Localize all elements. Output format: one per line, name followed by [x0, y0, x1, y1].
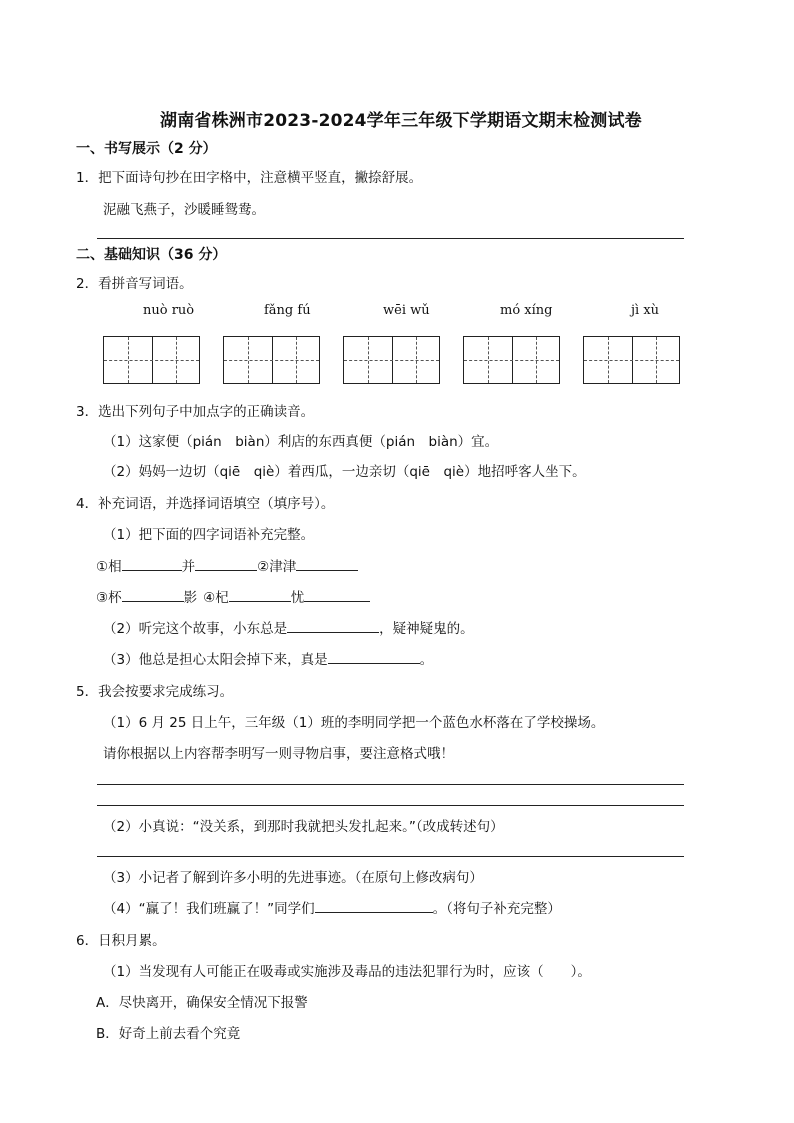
question-5: 5．我会按要求完成练习。 — [76, 684, 234, 700]
question-3: 3．选出下列句子中加点字的正确读音。 — [76, 404, 315, 420]
question-3-sentence-1: （1）这家便（pián biàn）利店的东西真便（pián biàn）宜。 — [103, 434, 499, 450]
pinyin-1: nuò ruò — [143, 303, 195, 318]
tian-grid-4[interactable] — [463, 336, 560, 384]
answer-line[interactable] — [97, 784, 684, 785]
idiom-1-blank-2[interactable] — [195, 556, 257, 571]
pinyin-4: mó xíng — [500, 303, 553, 318]
question-1-poem: 泥融飞燕子，沙暖睡鸳鸯。 — [103, 202, 265, 218]
tian-grid-5[interactable] — [583, 336, 680, 384]
idiom-row-2 — [96, 586, 370, 606]
idiom-4-mid: 忧 — [290, 590, 305, 606]
fill-blank[interactable] — [287, 618, 379, 633]
idiom-2-blank[interactable] — [296, 556, 358, 571]
option-a[interactable]: A．尽快离开，确保安全情况下报警 — [96, 995, 308, 1011]
pinyin-2: fǎng fú — [264, 303, 311, 318]
idiom-1-mid: 并 — [181, 559, 196, 575]
idiom-2-start: ②津津 — [257, 559, 297, 575]
question-5-part-1: （1）6 月 25 日上午，三年级（1）班的李明同学把一个蓝色水杯落在了学校操场。 — [103, 715, 605, 731]
question-1: 1．把下面诗句抄在田字格中，注意横平竖直，撇捺舒展。 — [76, 170, 423, 186]
tian-grid-2[interactable] — [223, 336, 320, 384]
question-6-part-1: （1）当发现有人可能正在吸毒或实施涉及毒品的违法犯罪行为时，应该（ ）。 — [103, 964, 591, 980]
question-4-part-3: （3）他总是担心太阳会掉下来，真是 。 — [103, 648, 433, 668]
question-2: 2．看拼音写词语。 — [76, 276, 193, 292]
fill-blank[interactable] — [328, 649, 420, 664]
question-4-part-2: （2）听完这个故事，小东总是 ，疑神疑鬼的。 — [103, 617, 474, 637]
question-5-part-2: （2）小真说：“没关系，到那时我就把头发扎起来。”（改成转述句） — [103, 819, 504, 835]
question-5-part-4: （4）“赢了！我们班赢了！”同学们 。（将句子补充完整） — [103, 897, 561, 917]
answer-line[interactable] — [97, 856, 684, 857]
question-3-sentence-2: （2）妈妈一边切（qiē qiè）着西瓜，一边亲切（qiē qiè）地招呼客人坐下。 — [103, 464, 586, 480]
option-b[interactable]: B．好奇上前去看个究竟 — [96, 1026, 241, 1042]
idiom-1-blank-1[interactable] — [122, 556, 182, 571]
section-1-heading: 一、书写展示（2 分） — [76, 141, 217, 157]
tian-grid-1[interactable] — [103, 336, 200, 384]
answer-line[interactable] — [97, 805, 684, 806]
idiom-3-start: ③杯 — [96, 590, 122, 606]
question-4: 4．补充词语，并选择词语填空（填序号）。 — [76, 496, 335, 512]
page-title: 湖南省株洲市2023-2024学年三年级下学期语文期末检测试卷 — [160, 111, 642, 131]
question-6: 6．日积月累。 — [76, 933, 166, 949]
fill-blank[interactable] — [315, 898, 433, 913]
question-5-part-1-instruction: 请你根据以上内容帮李明写一则寻物启事，要注意格式哦！ — [103, 746, 454, 762]
question-5-part-3: （3）小记者了解到许多小明的先进事迹。（在原句上修改病句） — [103, 870, 483, 886]
idiom-4-blank-1[interactable] — [229, 587, 291, 602]
idiom-3-blank[interactable] — [122, 587, 184, 602]
idiom-4-start: ④杞 — [203, 590, 229, 606]
pinyin-5: jì xù — [631, 303, 660, 318]
question-4-part-1: （1）把下面的四字词语补充完整。 — [103, 527, 315, 543]
pinyin-3: wēi wǔ — [383, 303, 430, 318]
answer-line[interactable] — [97, 238, 684, 239]
idiom-1-start: ①相 — [96, 559, 122, 575]
idiom-4-blank-2[interactable] — [304, 587, 370, 602]
section-2-heading: 二、基础知识（36 分） — [76, 247, 227, 263]
idiom-row-1 — [96, 555, 358, 575]
tian-grid-3[interactable] — [343, 336, 440, 384]
idiom-3-end: 影 — [183, 590, 198, 606]
